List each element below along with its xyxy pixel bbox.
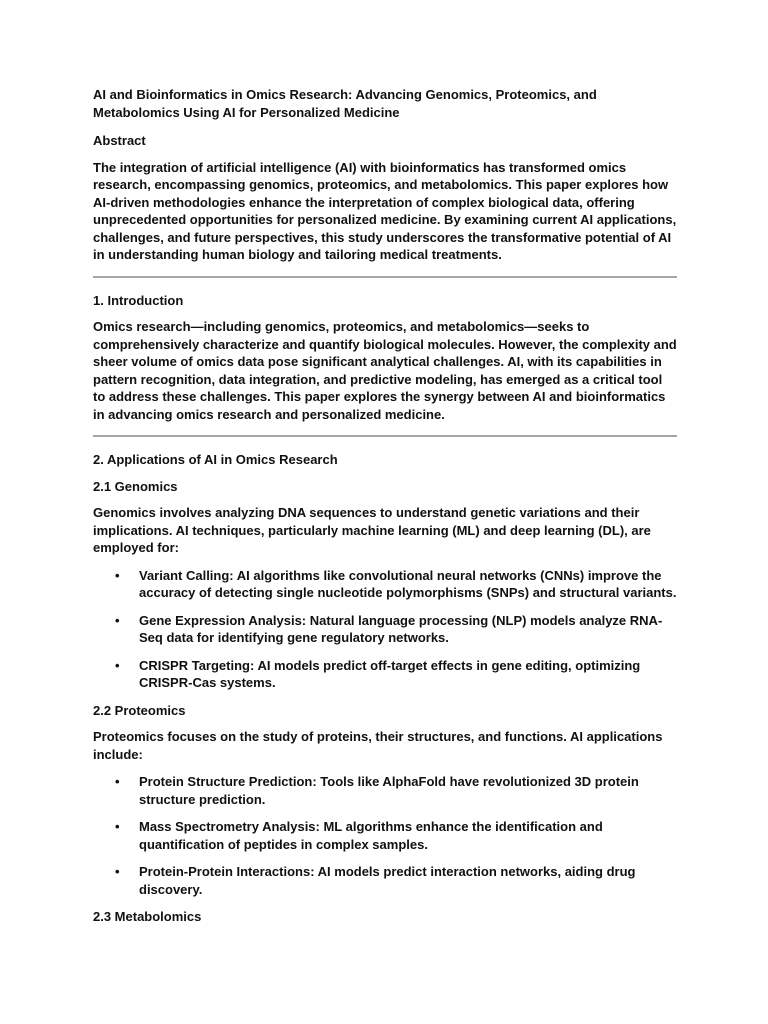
genomics-list [93,567,677,692]
list-item-text: Protein-Protein Interactions: AI models predict interaction networks, aiding drug discovery. [139,864,636,897]
bullet-icon: • [115,657,120,673]
list-item [93,657,677,692]
list-item-text: Mass Spectrometry Analysis: ML algorithms enhance the identification and quantification of peptides in complex samples. [139,819,603,852]
list-item-text: Protein Structure Prediction: Tools like AlphaFold have revolutionized 3D protein structure prediction. [139,774,639,807]
bullet-icon: • [115,819,120,834]
applications-heading: 2. Applications of AI in Omics Research [93,452,338,467]
abstract-text: The integration of artificial intelligence (AI) with bioinformatics has transformed omics research, encompassing genomics, proteomics, and metabolomics. This paper explores how AI-driven methodologies enhance the interpretation of complex biological data, offering unprecedented opportunities for personalized medicine. By examining current AI applications, challenges, and future perspectives, this study underscores the transformative potential of AI in understanding human biology and tailoring medical treatments. [93,159,677,262]
genomics-text: Genomics involves analyzing DNA sequences to understand genetic variations and their implications. AI techniques, particularly machine learning (ML) and deep learning (DL), are employed for: [93,505,651,555]
list-item [93,863,677,898]
list-item [93,612,677,647]
introduction-text: Omics research—including genomics, proteomics, and metabolomics—seeks to comprehensively characterize and quantify biological molecules. However, the complexity and sheer volume of omics data pose significant analytical challenges. AI, with its capabilities in pattern recognition, data integration, and predictive modeling, has emerged as a critical tool to address these challenges. This paper explores the synergy between AI and bioinformatics in advancing omics research and personalized medicine. [93,319,677,422]
genomics-heading: 2.1 Genomics [93,478,178,494]
list-item-text: CRISPR Targeting: AI models predict off-target effects in gene editing, optimizing CRISPR-Cas systems. [139,657,641,690]
list-item [93,773,677,808]
abstract-heading: Abstract [93,133,146,148]
section-divider [93,276,677,278]
section-divider [93,435,677,437]
proteomics-heading: 2.2 Proteomics [93,702,186,718]
bullet-icon: • [115,612,120,628]
list-item [93,818,677,853]
document-title: AI and Bioinformatics in Omics Research: Advancing Genomics, Proteomics, and Metabolomics Using AI for Personalized Medicine [93,87,597,120]
bullet-icon: • [115,864,120,879]
list-item-text: Variant Calling: AI algorithms like convolutional neural networks (CNNs) improve the accuracy of detecting single nucleotide polymorphisms (SNPs) and structural variants. [139,567,677,600]
list-item [93,567,677,602]
proteomics-text: Proteomics focuses on the study of proteins, their structures, and functions. AI applications include: [93,729,663,762]
metabolomics-heading: 2.3 Metabolomics [93,909,202,924]
proteomics-list [93,773,677,898]
introduction-heading: 1. Introduction [93,292,184,308]
bullet-icon: • [115,567,120,583]
document-page [93,86,677,935]
list-item-text: Gene Expression Analysis: Natural language processing (NLP) models analyze RNA-Seq data for identifying gene regulatory networks. [139,612,663,645]
bullet-icon: • [115,774,120,789]
